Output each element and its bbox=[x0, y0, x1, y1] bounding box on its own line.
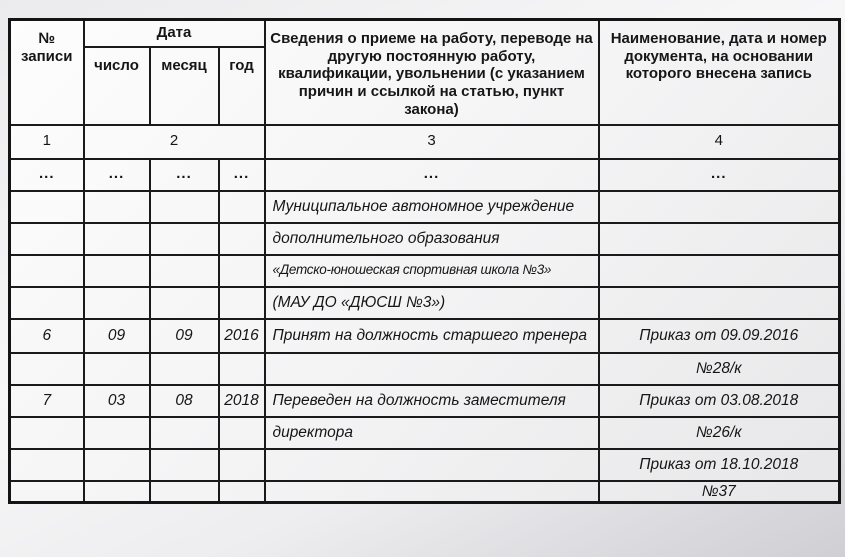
record-number-cell bbox=[10, 223, 84, 255]
date-month-cell: ... bbox=[150, 159, 219, 191]
record-number-cell bbox=[10, 287, 84, 319]
date-day-cell bbox=[84, 417, 150, 449]
date-day-cell: ... bbox=[84, 159, 150, 191]
info-cell: ... bbox=[265, 159, 599, 191]
document-cell: №37 bbox=[599, 481, 840, 503]
document-cell: Приказ от 03.08.2018 bbox=[599, 385, 840, 417]
header-date-month: месяц bbox=[150, 47, 219, 125]
record-number-cell bbox=[10, 449, 84, 481]
date-year-cell bbox=[219, 255, 265, 287]
date-year-cell bbox=[219, 287, 265, 319]
date-day-cell bbox=[84, 353, 150, 385]
record-number-cell bbox=[10, 191, 84, 223]
work-record-table bbox=[8, 18, 841, 504]
record-number-cell: 7 bbox=[10, 385, 84, 417]
table-row-org-line1 bbox=[10, 191, 840, 223]
table-row-ellipsis bbox=[10, 159, 840, 191]
date-day-cell: 03 bbox=[84, 385, 150, 417]
date-month-cell bbox=[150, 223, 219, 255]
document-cell bbox=[599, 255, 840, 287]
date-month-cell bbox=[150, 449, 219, 481]
header-date-day: число bbox=[84, 47, 150, 125]
date-day-cell bbox=[84, 255, 150, 287]
date-month-cell: 09 bbox=[150, 319, 219, 353]
table-row-org-line3 bbox=[10, 255, 840, 287]
date-year-cell bbox=[219, 191, 265, 223]
header-record-no: № записи bbox=[10, 20, 84, 125]
column-number-2: 2 bbox=[84, 125, 265, 159]
record-number-cell bbox=[10, 353, 84, 385]
column-number-4: 4 bbox=[599, 125, 840, 159]
date-day-cell bbox=[84, 449, 150, 481]
header-info: Сведения о приеме на работу, переводе на другую постоянную работу, квалификации, увольнении (с указанием причин и ссылкой на статью, пункт закона) bbox=[265, 20, 599, 125]
table-row-record-7 bbox=[10, 385, 840, 417]
table-row-record-6-doc-number bbox=[10, 353, 840, 385]
table-row-org-line4 bbox=[10, 287, 840, 319]
record-number-cell bbox=[10, 417, 84, 449]
date-month-cell bbox=[150, 191, 219, 223]
table-row-doc-number-37 bbox=[10, 481, 840, 503]
date-day-cell bbox=[84, 481, 150, 503]
header-date-year: год bbox=[219, 47, 265, 125]
document-cell: Приказ от 18.10.2018 bbox=[599, 449, 840, 481]
info-cell: Принят на должность старшего тренера bbox=[265, 319, 599, 353]
column-numbering-row bbox=[10, 125, 840, 159]
document-cell bbox=[599, 287, 840, 319]
date-month-cell bbox=[150, 417, 219, 449]
date-year-cell: ... bbox=[219, 159, 265, 191]
date-year-cell bbox=[219, 353, 265, 385]
header-date-group: Дата bbox=[84, 20, 265, 47]
column-number-1: 1 bbox=[10, 125, 84, 159]
table-row-org-line2 bbox=[10, 223, 840, 255]
date-month-cell: 08 bbox=[150, 385, 219, 417]
table-row-doc-18-10-2018 bbox=[10, 449, 840, 481]
document-cell bbox=[599, 223, 840, 255]
document-cell: №28/к bbox=[599, 353, 840, 385]
record-number-cell: 6 bbox=[10, 319, 84, 353]
date-year-cell: 2016 bbox=[219, 319, 265, 353]
column-number-3: 3 bbox=[265, 125, 599, 159]
date-year-cell: 2018 bbox=[219, 385, 265, 417]
date-month-cell bbox=[150, 353, 219, 385]
info-cell bbox=[265, 353, 599, 385]
date-year-cell bbox=[219, 417, 265, 449]
document-cell bbox=[599, 191, 840, 223]
document-cell: №26/к bbox=[599, 417, 840, 449]
record-number-cell: ... bbox=[10, 159, 84, 191]
date-year-cell bbox=[219, 223, 265, 255]
info-cell: дополнительного образования bbox=[265, 223, 599, 255]
record-number-cell bbox=[10, 481, 84, 503]
date-day-cell bbox=[84, 287, 150, 319]
date-day-cell: 09 bbox=[84, 319, 150, 353]
date-month-cell bbox=[150, 287, 219, 319]
info-cell: Переведен на должность заместителя bbox=[265, 385, 599, 417]
document-cell: Приказ от 09.09.2016 bbox=[599, 319, 840, 353]
info-cell: Муниципальное автономное учреждение bbox=[265, 191, 599, 223]
info-cell bbox=[265, 481, 599, 503]
info-cell: (МАУ ДО «ДЮСШ №3») bbox=[265, 287, 599, 319]
info-cell: «Детско-юношеская спортивная школа №3» bbox=[265, 255, 599, 287]
date-month-cell bbox=[150, 481, 219, 503]
date-year-cell bbox=[219, 481, 265, 503]
date-month-cell bbox=[150, 255, 219, 287]
header-document: Наименование, дата и номер документа, на основании которого внесена запись bbox=[599, 20, 840, 125]
table-row-record-7-continuation bbox=[10, 417, 840, 449]
info-cell bbox=[265, 449, 599, 481]
header-row-top bbox=[10, 20, 840, 47]
document-cell: ... bbox=[599, 159, 840, 191]
record-number-cell bbox=[10, 255, 84, 287]
info-cell: директора bbox=[265, 417, 599, 449]
date-year-cell bbox=[219, 449, 265, 481]
date-day-cell bbox=[84, 191, 150, 223]
date-day-cell bbox=[84, 223, 150, 255]
table-row-record-6 bbox=[10, 319, 840, 353]
